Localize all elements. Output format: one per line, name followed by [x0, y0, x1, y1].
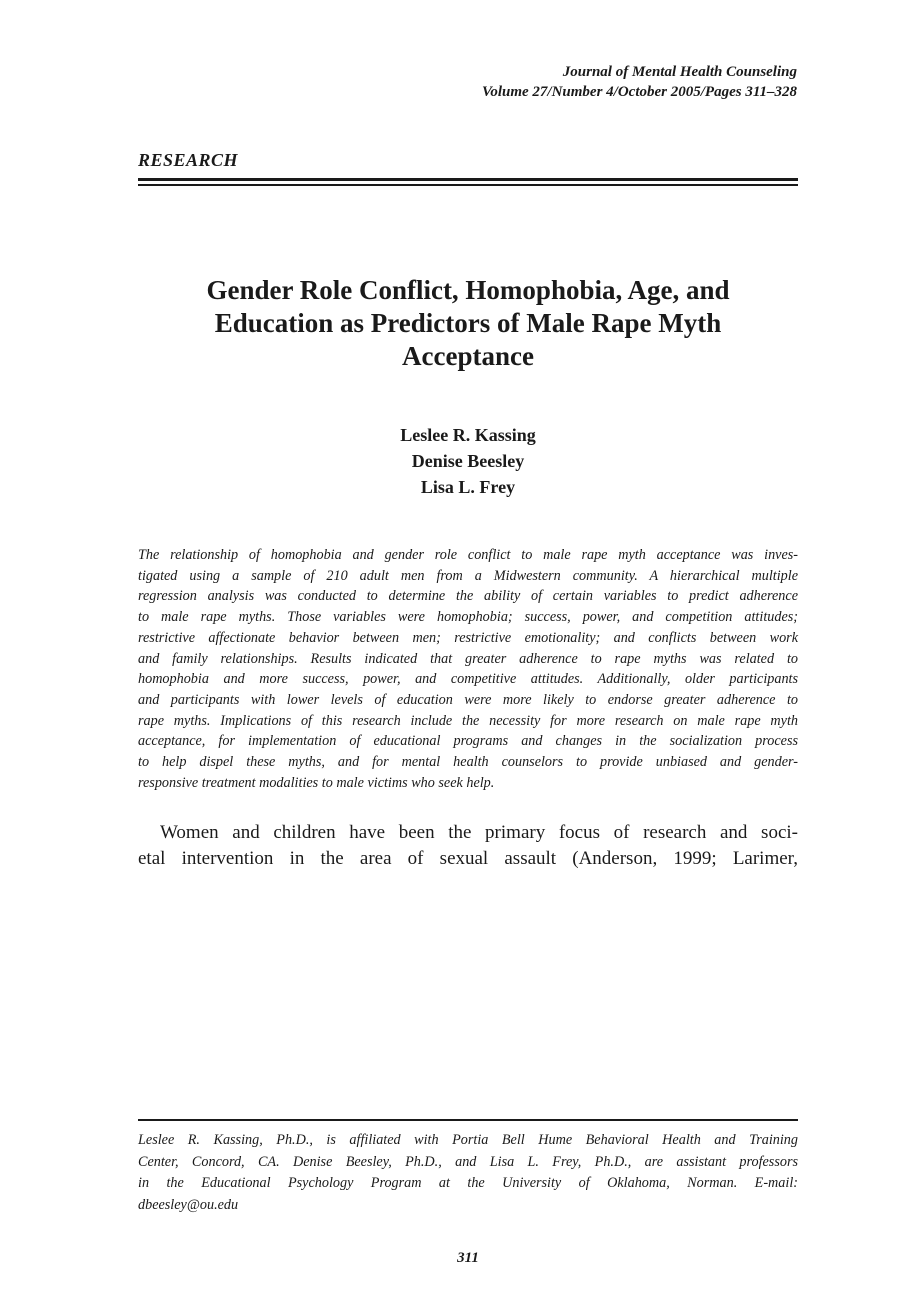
abstract-line: restrictive affectionate behavior between men; restrictive emotionality; and conflicts between work: [138, 629, 798, 646]
abstract: [138, 545, 798, 793]
section-rule-thin: [138, 184, 798, 186]
footnote-line: Leslee R. Kassing, Ph.D., is affiliated with Portia Bell Hume Behavioral Health and Training: [138, 1132, 798, 1148]
abstract-line: acceptance, for implementation of educational programs and changes in the socialization process: [138, 733, 798, 750]
abstract-line: responsive treatment modalities to male victims who seek help.: [138, 774, 495, 791]
journal-header: [482, 62, 797, 102]
journal-name: Journal of Mental Health Counseling: [562, 64, 797, 80]
journal-volume-line: Volume 27/Number 4/October 2005/Pages 311–328: [482, 84, 797, 100]
title-line: Education as Predictors of Male Rape Myth: [214, 308, 722, 338]
abstract-line: tigated using a sample of 210 adult men from a Midwestern community. A hierarchical multiple: [138, 567, 798, 584]
footnote-rule: [138, 1119, 798, 1121]
body-paragraph: [138, 820, 798, 872]
abstract-line: rape myths. Implications of this research include the necessity for more research on male rape myth: [138, 712, 798, 729]
abstract-line: and participants with lower levels of education were more likely to endorse greater adherence to: [138, 691, 798, 708]
abstract-line: to help dispel these myths, and for mental health counselors to provide unbiased and gender-: [138, 754, 798, 771]
page-number: 311: [457, 1250, 479, 1266]
abstract-line: The relationship of homophobia and gender role conflict to male rape myth acceptance was inves-: [138, 547, 798, 563]
abstract-line: regression analysis was conducted to determine the ability of certain variables to predict adherence: [138, 588, 798, 605]
author-name: Lisa L. Frey: [420, 477, 516, 497]
section-rule-thick: [138, 178, 798, 181]
body-line: etal intervention in the area of sexual assault (Anderson, 1999; Larimer,: [138, 848, 798, 869]
author-footnote: [138, 1130, 798, 1216]
footnote-line: Center, Concord, CA. Denise Beesley, Ph.D., and Lisa L. Frey, Ph.D., are assistant professors: [138, 1153, 798, 1170]
author-name: Denise Beesley: [411, 451, 525, 471]
abstract-line: homophobia and more success, power, and competitive attitudes. Additionally, older participants: [138, 671, 798, 688]
footnote-line: in the Educational Psychology Program at the University of Oklahoma, Norman. E-mail:: [138, 1175, 798, 1191]
author-name: Leslee R. Kassing: [400, 425, 536, 445]
footnote-line: dbeesley@ou.edu: [138, 1196, 239, 1213]
abstract-line: to male rape myths. Those variables were homophobia; success, power, and competition attitudes;: [138, 609, 798, 626]
title-line: Acceptance: [402, 341, 534, 371]
abstract-line: and family relationships. Results indicated that greater adherence to rape myths was related to: [138, 650, 798, 667]
author-list: [138, 422, 798, 500]
section-label: RESEARCH: [138, 150, 239, 170]
article-title: [138, 274, 798, 373]
title-line: Gender Role Conflict, Homophobia, Age, and: [206, 275, 730, 305]
body-line: Women and children have been the primary focus of research and soci-: [160, 822, 798, 843]
